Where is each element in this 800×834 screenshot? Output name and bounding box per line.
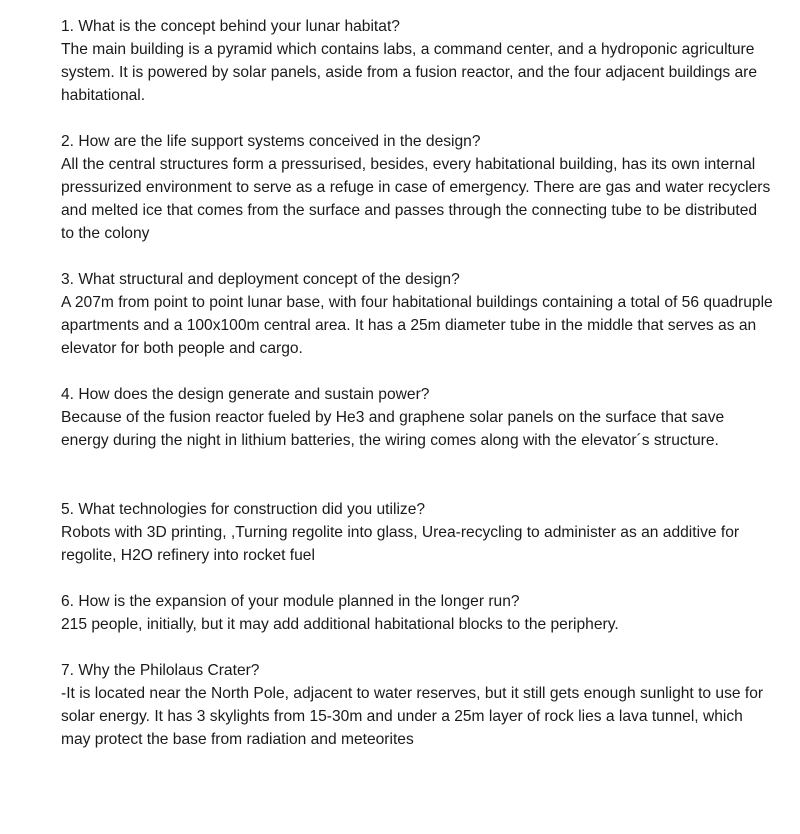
qa-item-7 [61, 659, 773, 751]
qa-item-6 [61, 590, 773, 636]
answer-1: The main building is a pyramid which contains labs, a command center, and a hydroponic agriculture system. It is powered by solar panels, aside from a fusion reactor, and the four adjacent buildings are habitational. [61, 41, 758, 104]
question-4: 4. How does the design generate and sustain power? [61, 386, 430, 403]
qa-item-5 [61, 498, 773, 567]
question-2: 2. How are the life support systems conceived in the design? [61, 133, 481, 150]
question-1: 1. What is the concept behind your lunar habitat? [61, 18, 400, 35]
answer-4: Because of the fusion reactor fueled by He3 and graphene solar panels on the surface that save energy during the night in lithium batteries, the wiring comes along with the elevator´s structure. [61, 409, 725, 449]
qa-item-1 [61, 15, 773, 107]
question-7: 7. Why the Philolaus Crater? [61, 662, 260, 679]
question-3: 3. What structural and deployment concept of the design? [61, 271, 460, 288]
answer-7: -It is located near the North Pole, adjacent to water reserves, but it still gets enough sunlight to use for solar energy. It has 3 skylights from 15-30m and under a 25m layer of rock lies a lava tunnel, which may protect the base from radiation and meteorites [61, 685, 764, 748]
question-5: 5. What technologies for construction did you utilize? [61, 501, 426, 518]
answer-5: Robots with 3D printing, ,Turning regolite into glass, Urea-recycling to administer as an additive for regolite, H2O refinery into rocket fuel [61, 524, 740, 564]
qa-item-4 [61, 383, 773, 452]
qa-item-3 [61, 268, 773, 360]
qa-item-2 [61, 130, 773, 245]
question-6: 6. How is the expansion of your module planned in the longer run? [61, 593, 520, 610]
answer-3: A 207m from point to point lunar base, with four habitational buildings containing a total of 56 quadruple apartments and a 100x100m central area. It has a 25m diameter tube in the middle that serves as an elevator for both people and cargo. [61, 294, 773, 357]
answer-2: All the central structures form a pressurised, besides, every habitational building, has its own internal pressurized environment to serve as a refuge in case of emergency. There are gas and water recyclers and melted ice that comes from the surface and passes through the connecting tube to be distributed to the colony [61, 156, 771, 242]
answer-6: 215 people, initially, but it may add additional habitational blocks to the periphery. [61, 616, 619, 633]
document-body [61, 15, 773, 751]
